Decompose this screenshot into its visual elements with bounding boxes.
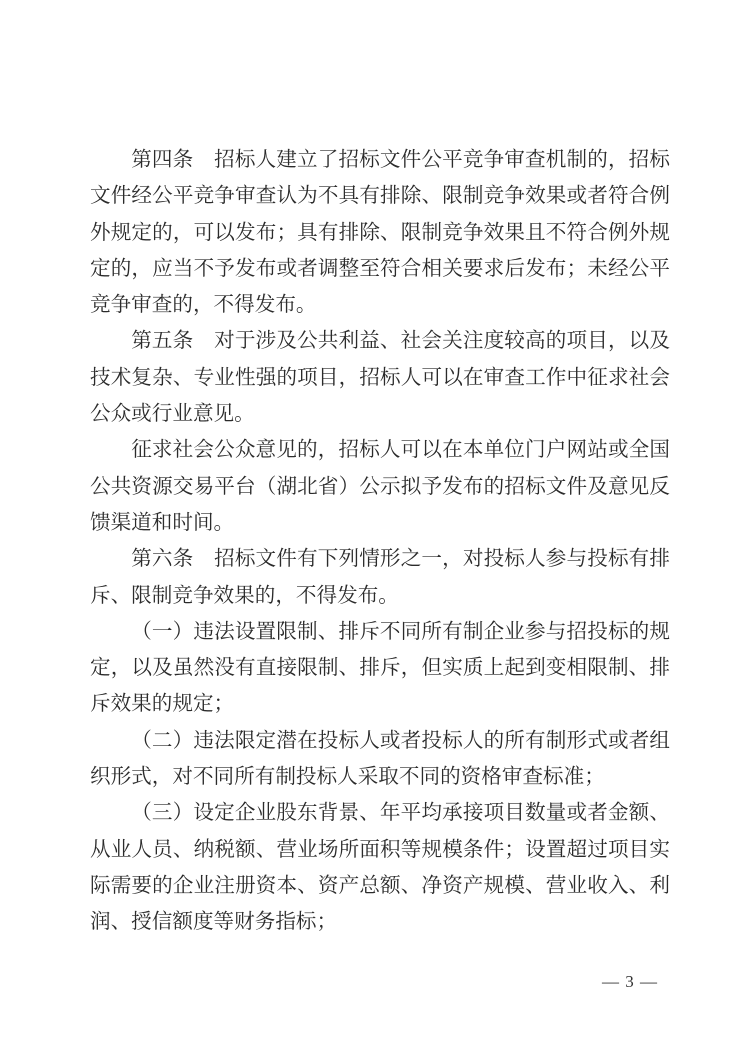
- paragraph-article-6-item-2: （二）违法限定潜在投标人或者投标人的所有制形式或者组织形式，对不同所有制投标人采取不同的资格审查标准；: [90, 729, 670, 789]
- paragraph-article-6: 第六条 招标文件有下列情形之一，对投标人参与投标有排斥、限制竞争效果的，不得发布。: [90, 548, 670, 607]
- page-number: — 3 —: [602, 972, 658, 991]
- paragraph-article-6-item-1: （一）违法设置限制、排斥不同所有制企业参与招投标的规定，以及虽然没有直接限制、排斥，但实质上起到变相限制、排斥效果的规定；: [90, 620, 670, 716]
- paragraph-article-5: 第五条 对于涉及公共利益、社会关注度较高的项目，以及技术复杂、专业性强的项目，招标人可以在审查工作中征求社会公众或行业意见。: [90, 330, 670, 426]
- paragraph-article-5-public-comment: 征求社会公众意见的，招标人可以在本单位门户网站或全国公共资源交易平台（湖北省）公示拟予发布的招标文件及意见反馈渠道和时间。: [90, 439, 670, 534]
- paragraph-article-6-item-3: （三）设定企业股东背景、年平均承接项目数量或者金额、从业人员、纳税额、营业场所面积等规模条件；设置超过项目实际需要的企业注册资本、资产总额、净资产规模、营业收入、利润、授信额度等财务指标；: [90, 802, 670, 934]
- document-body: [90, 142, 670, 941]
- paragraph-article-4: 第四条 招标人建立了招标文件公平竞争审查机制的，招标文件经公平竞争审查认为不具有排除、限制竞争效果或者符合例外规定的，可以发布；具有排除、限制竞争效果且不符合例外规定的，应当不予发布或者调整至符合相关要求后发布；未经公平竞争审查的，不得发布。: [90, 149, 670, 317]
